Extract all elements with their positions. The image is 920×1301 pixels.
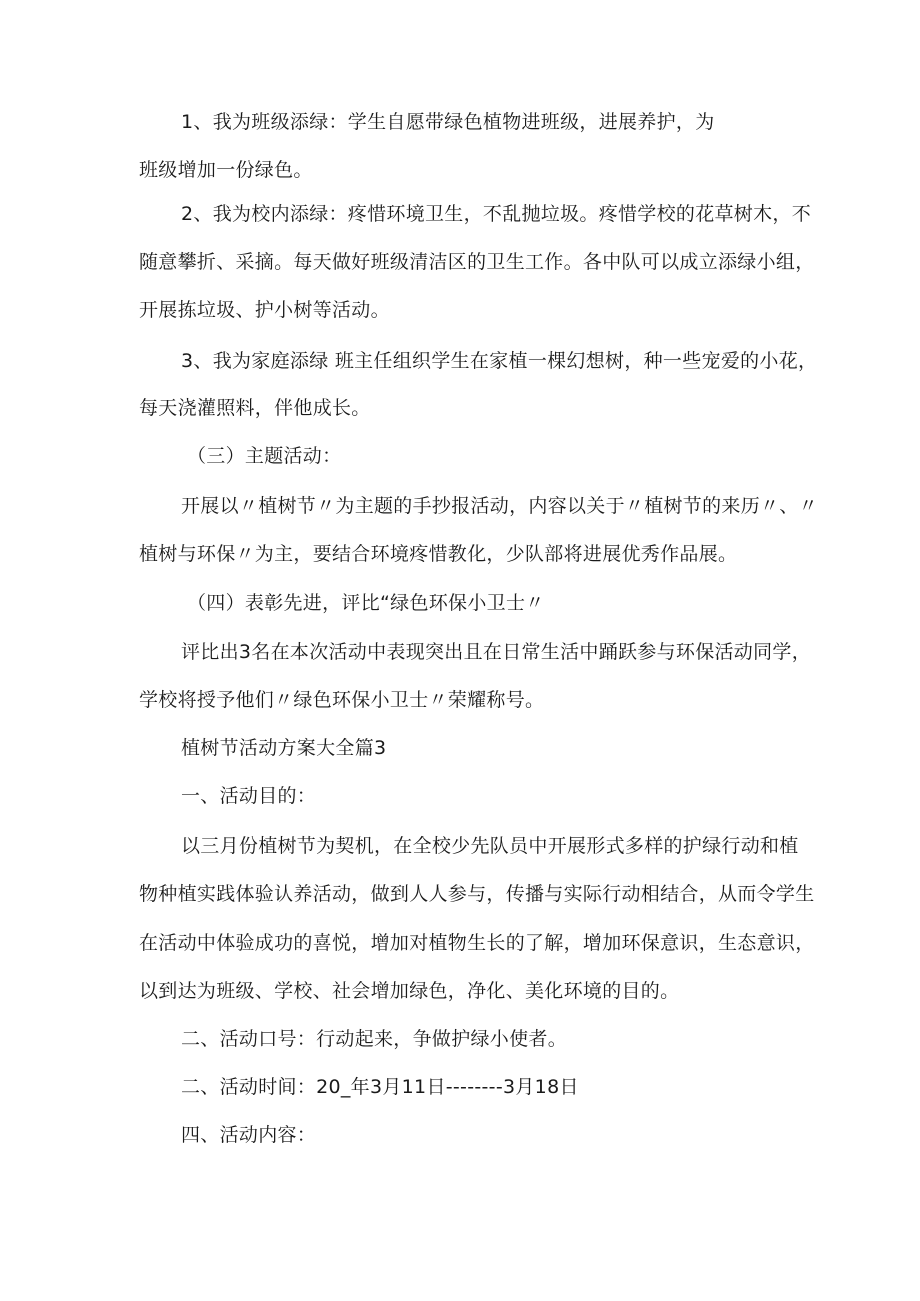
paragraph-line: 学校将授予他们〃绿色环保小卫士〃荣耀称号。 (139, 689, 545, 711)
paragraph-line: 评比出3名在本次活动中表现突出且在日常生活中踊跃参与环保活动同学， (181, 641, 811, 663)
paragraph-line: 1、我为班级添绿：学生自愿带绿色植物进班级，进展养护，为 (181, 111, 715, 133)
section-heading: （四）表彰先进，评比“绿色环保小卫士〃 (187, 592, 545, 614)
paragraph-line: 3、我为家庭添绿 班主任组织学生在家植一棵幻想树，种一些宠爱的小花， (181, 350, 818, 372)
paragraph-line: 班级增加一份绿色。 (139, 159, 313, 181)
document-title: 植树节活动方案大全篇3 (181, 737, 387, 759)
paragraph-line: 每天浇灌照料，伴他成长。 (139, 397, 371, 419)
section-heading: 二、活动时间：20_年3月11日--------3月18日 (181, 1076, 579, 1098)
paragraph-line: 开展以〃植树节〃为主题的手抄报活动，内容以关于〃植树节的来历〃、〃 (181, 495, 818, 517)
section-heading: 一、活动目的： (181, 785, 317, 807)
paragraph-line: 以三月份植树节为契机，在全校少先队员中开展形式多样的护绿行动和植 (181, 835, 799, 857)
paragraph-line: 植树与环保〃为主，要结合环境疼惜教化，少队部将进展优秀作品展。 (139, 543, 738, 565)
paragraph-line: 随意攀折、采摘。每天做好班级清洁区的卫生工作。各中队可以成立添绿小组， (139, 251, 815, 273)
section-heading: （三）主题活动： (187, 445, 342, 467)
section-heading: 四、活动内容： (181, 1124, 317, 1146)
paragraph-line: 物种植实践体验认养活动，做到人人参与，传播与实际行动相结合，从而令学生 (139, 883, 815, 905)
paragraph-line: 开展拣垃圾、护小树等活动。 (139, 299, 390, 321)
paragraph-line: 2、我为校内添绿：疼惜环境卫生，不乱抛垃圾。疼惜学校的花草树木，不 (181, 203, 811, 225)
paragraph-line: 在活动中体验成功的喜悦，增加对植物生长的了解，增加环保意识，生态意识， (139, 932, 815, 954)
paragraph-line: 以到达为班级、学校、社会增加绿色，净化、美化环境的目的。 (139, 980, 680, 1002)
section-heading: 二、活动口号：行动起来，争做护绿小使者。 (181, 1028, 568, 1050)
